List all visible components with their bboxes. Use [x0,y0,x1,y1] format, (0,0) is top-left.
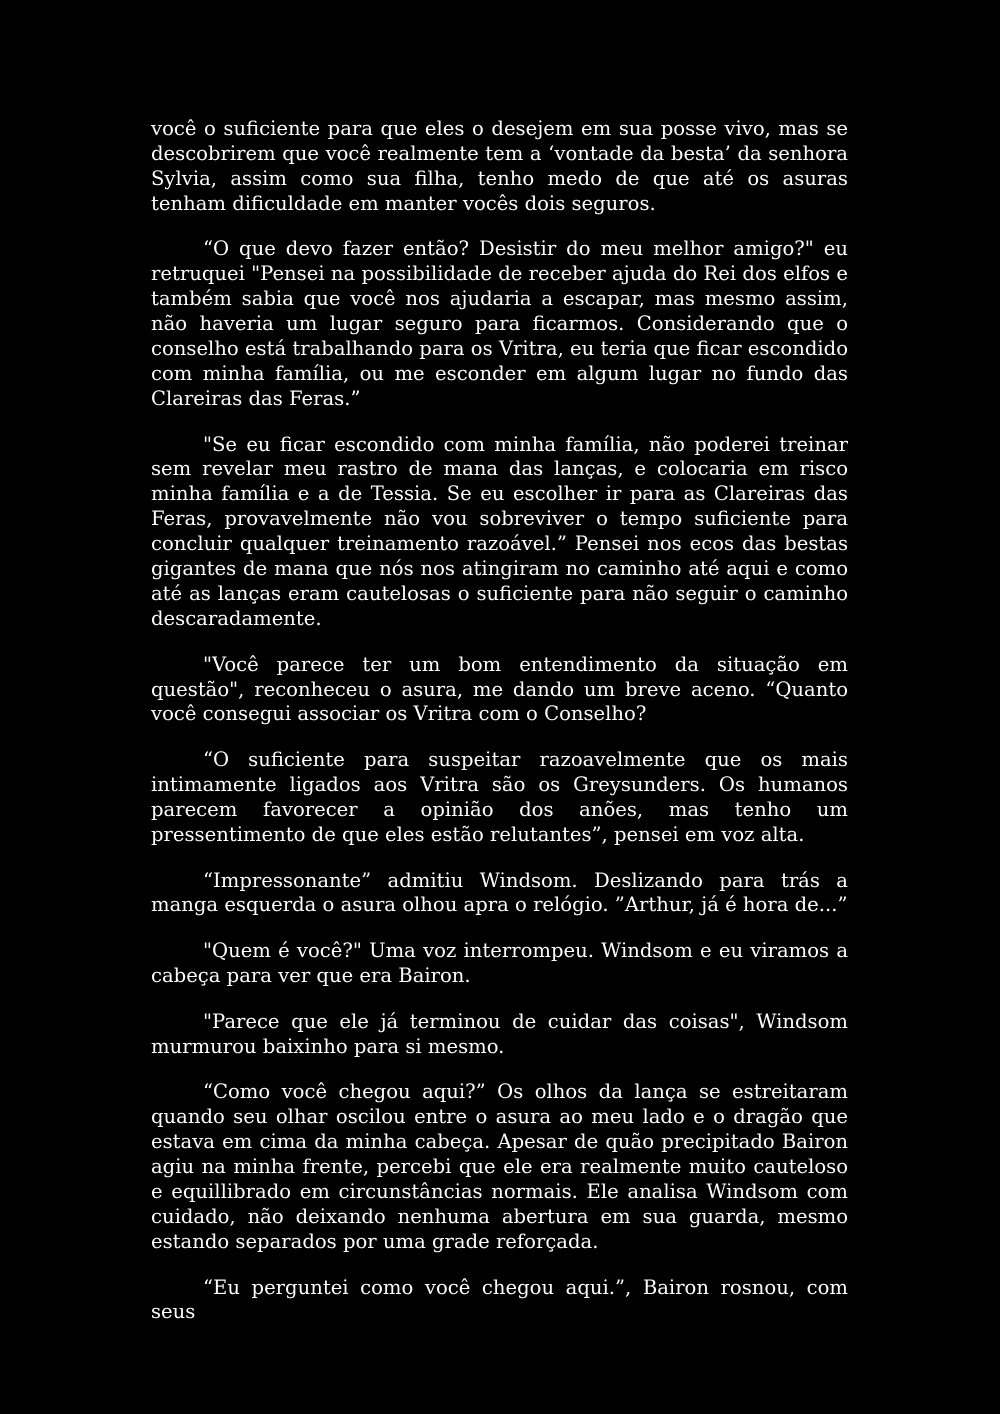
paragraph-1: você o suficiente para que eles o desejem em sua posse vivo, mas se descobrirem que você realmente tem a ‘vontade da besta’ da senhora Sylvia, assim como sua filha, tenho medo de que até os asuras tenham dificuldade em manter vocês dois seguros. [151,117,848,215]
paragraph-7: "Quem é você?" Uma voz interrompeu. Windsom e eu viramos a cabeça para ver que era Bairon. [151,939,848,988]
paragraph-8: "Parece que ele já terminou de cuidar das coisas", Windsom murmurou baixinho para si mesmo. [151,1009,848,1058]
paragraph-3: "Se eu ficar escondido com minha família, não poderei treinar sem revelar meu rastro de mana das lanças, e colocaria em risco minha família e a de Tessia. Se eu escolher ir para as Clareiras das Feras, provavelmente não vou sobreviver o tempo suficiente para concluir qualquer treinamento razoável.” Pensei nos ecos das bestas gigantes de mana que nós nos atingiram no caminho até aqui e como até as lanças eram cautelosas o suficiente para não seguir o caminho descaradamente. [151,432,848,630]
paragraph-2: “O que devo fazer então? Desistir do meu melhor amigo?" eu retruquei "Pensei na possibilidade de receber ajuda do Rei dos elfos e também sabia que você nos ajudaria a escapar, mas mesmo assim, não haveria um lugar seguro para ficarmos. Considerando que o conselho está trabalhando para os Vritra, eu teria que ficar escondido com minha família, ou me esconder em algum lugar no fundo das Clareiras das Feras.” [151,237,848,410]
paragraph-5: “O suficiente para suspeitar razoavelmente que os mais intimamente ligados aos Vritra são os Greysunders. Os humanos parecem favorecer a opinião dos anões, mas tenho um pressentimento de que eles estão relutantes”, pensei em voz alta. [151,748,848,846]
paragraph-6: “Impressonante” admitiu Windsom. Deslizando para trás a manga esquerda o asura olhou apra o relógio. ”Arthur, já é hora de...” [151,868,848,917]
paragraph-4: "Você parece ter um bom entendimento da situação em questão", reconheceu o asura, me dando um breve aceno. “Quanto você consegui associar os Vritra com o Conselho? [151,652,848,726]
text-column [151,117,848,1346]
paragraph-9: “Como você chegou aqui?” Os olhos da lança se estreitaram quando seu olhar oscilou entre o asura ao meu lado e o dragão que estava em cima da minha cabeça. Apesar de quão precipitado Bairon agiu na minha frente, percebi que ele era realmente muito cauteloso e equillibrado em circunstâncias normais. Ele analisa Windsom com cuidado, não deixando nenhuma abertura em sua guarda, mesmo estando separados por uma grade reforçada. [151,1080,848,1253]
paragraph-10: “Eu perguntei como você chegou aqui.”, Bairon rosnou, com seus [151,1275,848,1324]
